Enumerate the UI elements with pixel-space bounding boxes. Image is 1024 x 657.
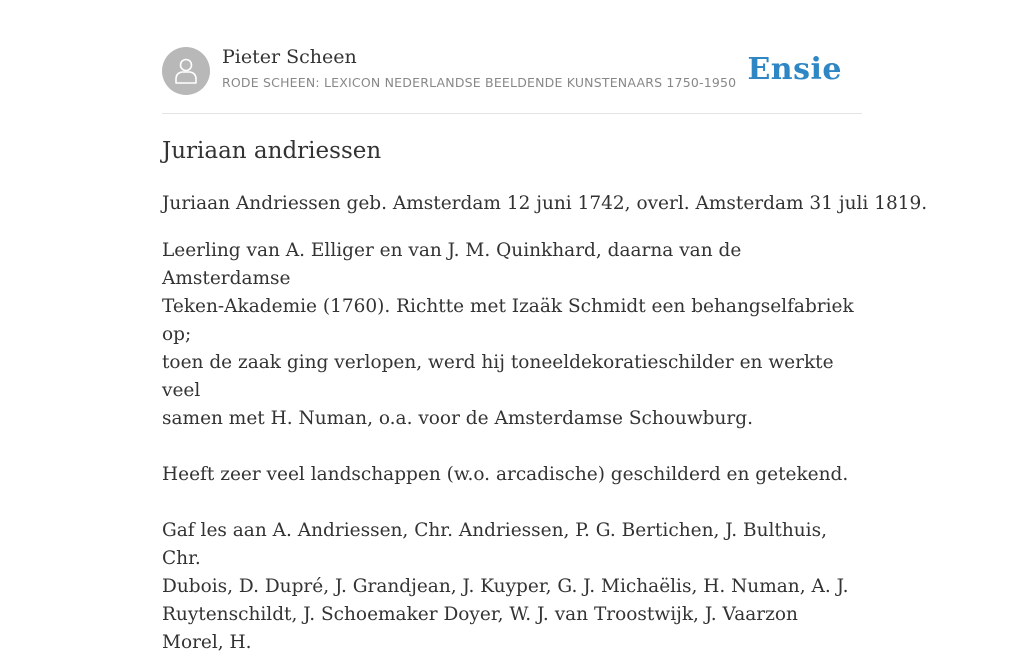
paragraph-line: Gaf les aan A. Andriessen, Chr. Andriessen, P. G. Bertichen, J. Bulthuis, Chr. (162, 520, 827, 569)
ensie-logo[interactable]: Ensie (747, 52, 842, 87)
paragraph-line: samen met H. Numan, o.a. voor de Amsterdamse Schouwburg. (162, 408, 753, 429)
paragraph-spacer (162, 433, 862, 461)
user-avatar-icon (174, 57, 198, 85)
paragraph-line: toen de zaak ging verlopen, werd hij toneeldekoratieschilder en werkte veel (162, 352, 834, 401)
paragraph-students (162, 517, 862, 657)
paragraph-biography (162, 237, 862, 433)
paragraph-line: Dubois, D. Dupré, J. Grandjean, J. Kuyper, G. J. Michaëlis, H. Numan, A. J. (162, 576, 849, 597)
article-title: Juriaan andriessen (162, 138, 382, 164)
paragraph-works: Heeft zeer veel landschappen (w.o. arcadische) geschilderd en getekend. (162, 464, 849, 485)
paragraph-line: Teken-Akademie (1760). Richtte met Izaäk Schmidt een behangselfabriek op; (162, 296, 854, 345)
article-header (162, 46, 862, 96)
author-avatar[interactable] (162, 47, 210, 95)
paragraph-birth-death: Juriaan Andriessen geb. Amsterdam 12 juni 1742, overl. Amsterdam 31 juli 1819. (162, 193, 928, 214)
article-body (162, 190, 928, 657)
source-title[interactable]: RODE SCHEEN: LEXICON NEDERLANDSE BEELDENDE KUNSTENAARS 1750-1950 (222, 75, 737, 90)
paragraph-line: Leerling van A. Elliger en van J. M. Quinkhard, daarna van de Amsterdamse (162, 240, 742, 289)
paragraph-spacer (162, 489, 862, 517)
paragraph-line: Ruytenschildt, J. Schoemaker Doyer, W. J. van Troostwijk, J. Vaarzon Morel, H. (162, 604, 798, 653)
author-name[interactable]: Pieter Scheen (222, 46, 357, 68)
header-divider (162, 113, 862, 114)
